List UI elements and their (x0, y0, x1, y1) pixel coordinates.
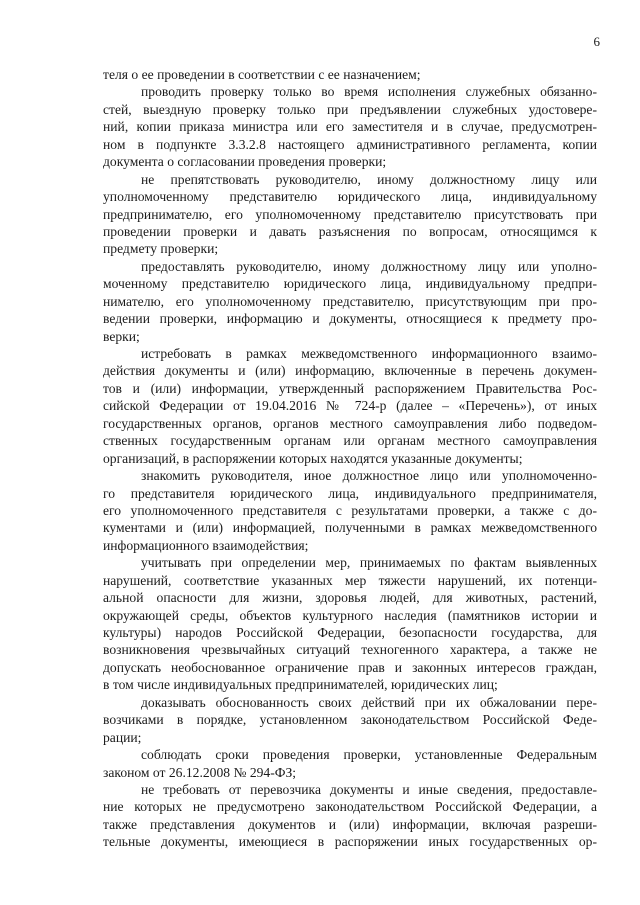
text-line: его уполномоченного представителя с результатами проверки, а также с до- (103, 502, 597, 518)
text-line: окружающей среды, объектов культурного наследия (памятников истории и (103, 607, 597, 623)
text-line: учитывать при определении мер, принимаемых по фактам выявленных (141, 555, 597, 571)
text-line: моченному представителю юридического лица, индивидуальному предпри- (103, 276, 597, 292)
text-line: возчиками в порядке, установленном законодательством Российской Феде- (103, 712, 597, 728)
text-line: ном в подпункте 3.3.2.8 настоящего административного регламента, копии (103, 136, 597, 152)
text-line: проводить проверку только во время исполнения служебных обязанно- (141, 84, 597, 100)
text-line: нимателю, его уполномоченному представителю, присутствующим при про- (103, 293, 597, 309)
text-line: организаций, в распоряжении которых находятся указанные документы; (103, 450, 523, 466)
text-line: культуры) народов Российской Федерации, безопасности государства, для (103, 625, 597, 640)
text-line: законом от 26.12.2008 № 294-ФЗ; (103, 764, 297, 780)
text-line: информационного взаимодействия; (103, 537, 309, 553)
text-line: действия документы и (или) информацию, включенные в перечень докумен- (103, 363, 597, 379)
text-line: соблюдать сроки проведения проверки, установленные Федеральным (141, 747, 597, 763)
text-line: теля о ее проведении в соответствии с ее назначением; (103, 67, 421, 82)
page-number: 6 (593, 34, 600, 49)
text-line: не требовать от перевозчика документы и иные сведения, предоставле- (141, 781, 597, 797)
text-line: истребовать в рамках межведомственного информационного взаимо- (141, 346, 597, 361)
text-line: предмету проверки; (103, 241, 219, 257)
text-line: ние которых не предусмотрено законодательством Российской Федерации, а (103, 799, 597, 815)
text-line: допускать необоснованное ограничение прав и законных интересов граждан, (103, 659, 597, 675)
text-line: кументами и (или) информацией, полученными в рамках межведомственного (103, 520, 597, 536)
text-line: верки; (103, 328, 140, 344)
text-line: уполномоченному представителю юридического лица, индивидуальному (103, 189, 597, 205)
text-line: нарушений, соответствие указанных мер тяжести нарушений, их потенци- (103, 572, 597, 588)
text-line: ведении проверки, информацию и документы, относящиеся к предмету про- (103, 311, 597, 327)
text-line: не препятствовать руководителю, иному должностному лицу или (141, 171, 597, 187)
text-line: альной опасности для жизни, здоровья людей, для животных, растений, (103, 590, 597, 606)
document-body (103, 66, 597, 851)
text-line: государственных органов, органов местного самоуправления либо подведом- (103, 415, 597, 431)
text-line: тов и (или) информации, утвержденный распоряжением Правительства Рос- (103, 380, 597, 396)
text-line: стей, выездную проверку только при предъявлении служебных удостовере- (103, 101, 597, 117)
text-line: тельные документы, имеющиеся в распоряжении иных государственных ор- (103, 834, 597, 850)
text-line: ственных государственным органам или органам местного самоуправления (103, 433, 597, 449)
text-line: ний, копии приказа министра или его заместителя и в случае, предусмотрен- (103, 119, 597, 135)
text-line: доказывать обоснованность своих действий при их обжаловании пере- (141, 694, 597, 710)
text-line: го представителя юридического лица, индивидуального предпринимателя, (103, 485, 597, 501)
text-line: также представления документов и (или) информации, включая разреши- (103, 816, 597, 832)
text-line: документа о согласовании проведения проверки; (103, 154, 387, 170)
text-line: предоставлять руководителю, иному должностному лицу или уполно- (141, 258, 597, 274)
text-line: возникновения чрезвычайных ситуаций техногенного характера, а также не (103, 642, 597, 658)
text-line: проведении проверки и давать разъяснения по вопросам, относящимся к (103, 223, 597, 239)
text-line: сийской Федерации от 19.04.2016 № 724-р (далее – «Перечень»), от иных (103, 398, 597, 414)
text-line: в том числе индивидуальных предпринимателей, юридических лиц; (103, 677, 498, 693)
text-line: знакомить руководителя, иное должностное лицо или уполномоченно- (141, 468, 597, 484)
text-line: рации; (103, 729, 142, 745)
text-line: предпринимателю, его уполномоченному представителю присутствовать при (103, 206, 597, 222)
